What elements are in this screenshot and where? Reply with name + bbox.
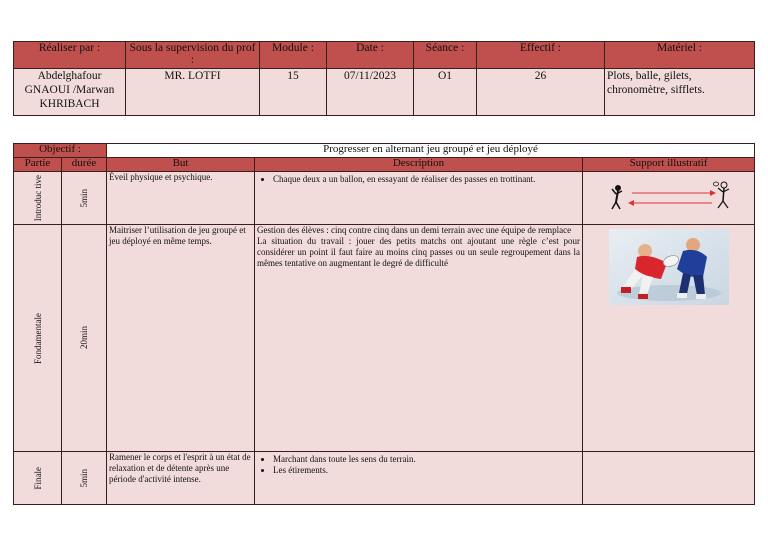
duree-label: 5min bbox=[79, 188, 89, 208]
table-row bbox=[14, 172, 755, 225]
but-text: Ramener le corps et l'esprit à un état de relaxation et de détente après une période d'activité intense. bbox=[107, 452, 255, 505]
duree-label: 20min bbox=[79, 326, 89, 350]
value-effectif: 26 bbox=[477, 69, 605, 116]
col-partie: Partie bbox=[14, 158, 62, 172]
col-duree: durée bbox=[62, 158, 107, 172]
col-but: But bbox=[107, 158, 255, 172]
rugby-tackle-illustration bbox=[609, 229, 729, 305]
passing-drill-icon bbox=[604, 177, 734, 217]
table-row bbox=[14, 452, 755, 505]
value-realiser: Abdelghafour GNAOUI /Marwan KHRIBACH bbox=[14, 69, 126, 116]
value-materiel: Plots, balle, gilets, chronomètre, sifflets. bbox=[605, 69, 755, 116]
table-row bbox=[14, 225, 755, 452]
header-materiel: Matériel : bbox=[605, 42, 755, 69]
duree-label: 5min bbox=[79, 468, 89, 488]
partie-label: Introduc tive bbox=[32, 174, 43, 222]
value-supervision: MR. LOTFI bbox=[126, 69, 260, 116]
partie-label: Fondamentale bbox=[32, 312, 43, 364]
lesson-plan-table bbox=[13, 143, 755, 505]
description-line: La situation du travail : jouer des petits matchs ont ajoutant une règle c’est pour considérer un point il faut faire au moins cinq passes ou un seule regroupement dans la mêmes tentative on augmentant le degré de difficulté bbox=[257, 236, 581, 268]
description-line: Gestion des élèves : cinq contre cinq dans un demi terrain avec une équipe de remplace bbox=[257, 225, 572, 235]
header-date: Date : bbox=[327, 42, 414, 69]
value-date: 07/11/2023 bbox=[327, 69, 414, 116]
value-module: 15 bbox=[260, 69, 327, 116]
description-item: • Marchant dans toute les sens du terrain. bbox=[273, 454, 580, 465]
objectif-text: Progresser en alternant jeu groupé et jeu déployé bbox=[107, 144, 755, 158]
header-effectif: Effectif : bbox=[477, 42, 605, 69]
header-realiser: Réaliser par : bbox=[14, 42, 126, 69]
session-info-table bbox=[13, 41, 755, 116]
col-description: Description bbox=[255, 158, 583, 172]
value-seance: O1 bbox=[414, 69, 477, 116]
support-empty-cell bbox=[583, 452, 755, 505]
partie-label: Finale bbox=[32, 466, 43, 490]
description-item: • Chaque deux a un ballon, en essayant de réaliser des passes en trottinant. bbox=[273, 174, 580, 185]
header-seance: Séance : bbox=[414, 42, 477, 69]
but-text: Maitriser l’utilisation de jeu groupé et jeu déployé en même temps. bbox=[107, 225, 255, 452]
objectif-label: Objectif : bbox=[14, 144, 107, 158]
description-item: • Les étirements. bbox=[273, 465, 580, 476]
but-text: Éveil physique et psychique. bbox=[107, 172, 255, 225]
header-supervision: Sous la supervision du prof : bbox=[126, 42, 260, 69]
header-module: Module : bbox=[260, 42, 327, 69]
col-support: Support illustratif bbox=[583, 158, 755, 172]
